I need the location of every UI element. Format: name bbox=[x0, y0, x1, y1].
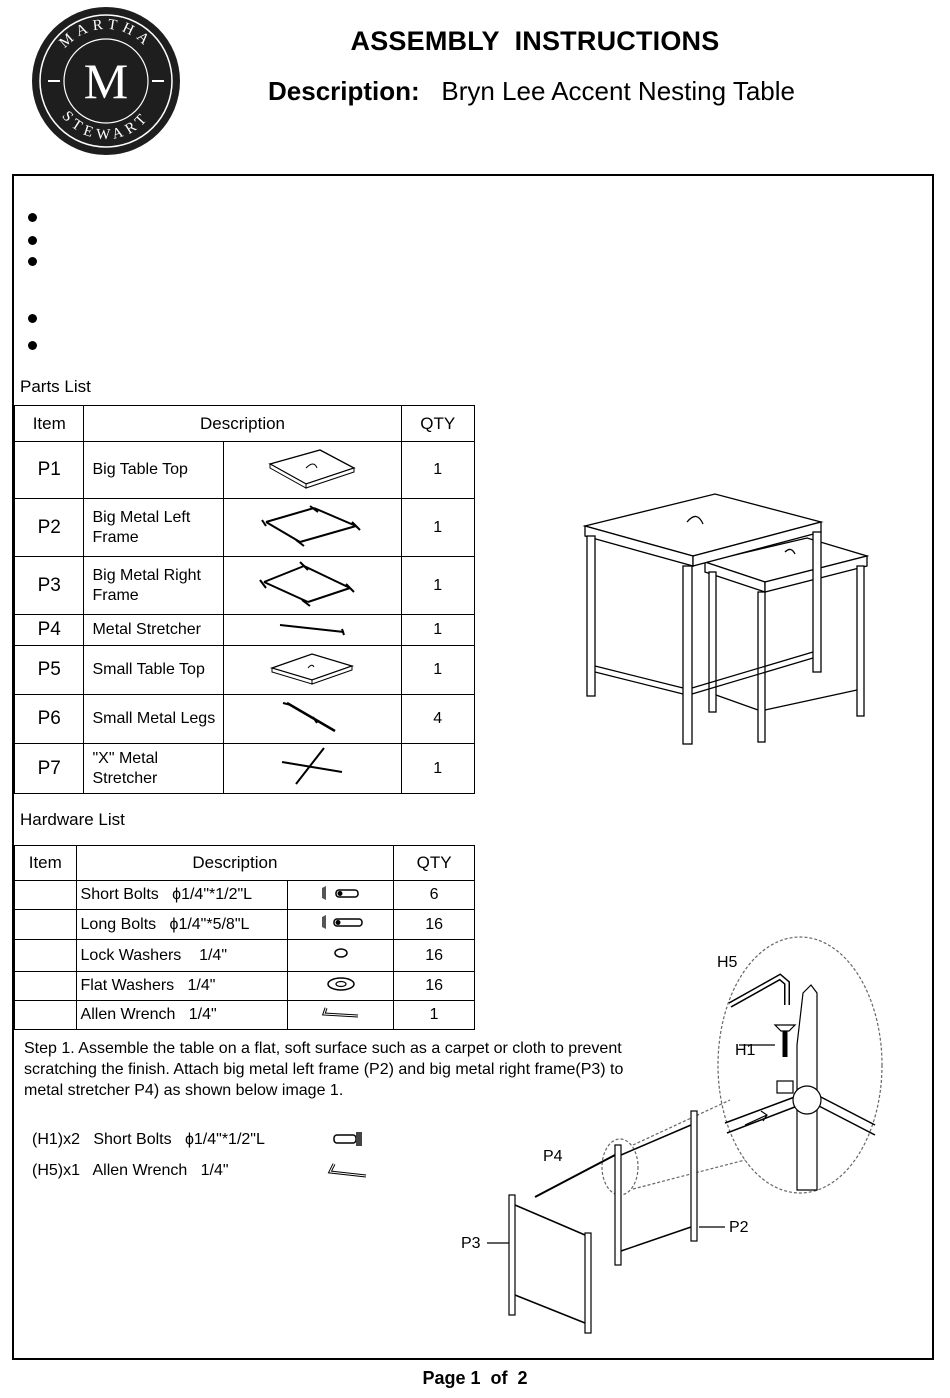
assembled-tables-illustration bbox=[575, 480, 875, 765]
part-item: P4 bbox=[15, 615, 84, 646]
label-h1: H1 bbox=[735, 1042, 756, 1059]
part-qty: 1 bbox=[401, 442, 474, 499]
hardware-qty: 16 bbox=[394, 940, 475, 972]
bullet-dot bbox=[28, 341, 37, 350]
page-title: ASSEMBLY INSTRUCTIONS bbox=[350, 26, 720, 56]
allen-wrench-icon bbox=[288, 1001, 394, 1030]
part-description: Metal Stretcher bbox=[84, 615, 224, 646]
right-frame-icon bbox=[224, 557, 401, 615]
hardware-qty: 6 bbox=[394, 881, 475, 910]
table-row bbox=[15, 744, 475, 794]
step-hardware-h5: (H5)x1 Allen Wrench 1/4" bbox=[32, 1162, 229, 1179]
x-stretcher-icon bbox=[224, 744, 401, 794]
table-row bbox=[15, 972, 475, 1001]
description-value: Bryn Lee Accent Nesting Table bbox=[441, 76, 795, 106]
hardware-description: Long Bolts ϕ1/4"*5/8"L bbox=[76, 910, 288, 940]
table-row bbox=[15, 695, 475, 744]
allen-wrench-icon bbox=[326, 1160, 370, 1185]
logo-initial: M bbox=[83, 53, 129, 109]
martha-stewart-logo bbox=[30, 5, 182, 157]
hardware-item bbox=[15, 1001, 77, 1030]
bullet-dot bbox=[28, 236, 37, 245]
label-p3: P3 bbox=[461, 1235, 481, 1252]
hardware-qty: 16 bbox=[394, 972, 475, 1001]
hardware-description: Flat Washers 1/4" bbox=[76, 972, 288, 1001]
part-item: P2 bbox=[15, 499, 84, 557]
lock-washer-icon bbox=[288, 940, 394, 972]
part-description: Small Metal Legs bbox=[84, 695, 224, 744]
page-number: Page 1 of 2 bbox=[422, 1368, 528, 1388]
part-item: P6 bbox=[15, 695, 84, 744]
step-1-diagram bbox=[455, 935, 905, 1350]
column-header-item: Item bbox=[15, 846, 77, 881]
logo-text-top: MARTHA bbox=[56, 16, 156, 52]
part-item: P5 bbox=[15, 646, 84, 695]
column-header-item: Item bbox=[15, 406, 84, 442]
part-qty: 1 bbox=[401, 744, 474, 794]
product-description bbox=[268, 76, 795, 107]
part-qty: 1 bbox=[401, 557, 474, 615]
hardware-table bbox=[14, 845, 475, 1030]
small-top-icon bbox=[224, 646, 401, 695]
table-row bbox=[15, 940, 475, 972]
hardware-item bbox=[15, 972, 77, 1001]
table-row bbox=[15, 910, 475, 940]
part-description: Small Table Top bbox=[84, 646, 224, 695]
part-qty: 1 bbox=[401, 615, 474, 646]
table-row bbox=[15, 646, 475, 695]
bullet-dot bbox=[28, 314, 37, 323]
hardware-qty: 1 bbox=[394, 1001, 475, 1030]
bullet-dot bbox=[28, 213, 37, 222]
part-qty: 1 bbox=[401, 646, 474, 695]
column-header-qty: QTY bbox=[401, 406, 474, 442]
part-item: P1 bbox=[15, 442, 84, 499]
hardware-item bbox=[15, 940, 77, 972]
hardware-description: Allen Wrench 1/4" bbox=[76, 1001, 288, 1030]
part-description: Big Metal Left Frame bbox=[84, 499, 224, 557]
hardware-description: Lock Washers 1/4" bbox=[76, 940, 288, 972]
hardware-item bbox=[15, 910, 77, 940]
column-header-description: Description bbox=[84, 406, 401, 442]
part-qty: 4 bbox=[401, 695, 474, 744]
table-row bbox=[15, 881, 475, 910]
hardware-description: Short Bolts ϕ1/4"*1/2"L bbox=[76, 881, 288, 910]
part-description: "X" Metal Stretcher bbox=[84, 744, 224, 794]
label-h5: H5 bbox=[717, 954, 738, 971]
part-item: P3 bbox=[15, 557, 84, 615]
hardware-qty: 16 bbox=[394, 910, 475, 940]
column-header-qty: QTY bbox=[394, 846, 475, 881]
stretcher-icon bbox=[224, 615, 401, 646]
label-p4: P4 bbox=[543, 1148, 563, 1165]
part-qty: 1 bbox=[401, 499, 474, 557]
parts-list-heading: Parts List bbox=[20, 377, 91, 396]
flat-washer-icon bbox=[288, 972, 394, 1001]
short-bolt-icon bbox=[288, 881, 394, 910]
part-description: Big Table Top bbox=[84, 442, 224, 499]
part-item: P7 bbox=[15, 744, 84, 794]
label-p2: P2 bbox=[729, 1219, 749, 1236]
short-bolt-icon bbox=[330, 1130, 366, 1153]
part-description: Big Metal Right Frame bbox=[84, 557, 224, 615]
step-hardware-h1: (H1)x2 Short Bolts ϕ1/4"*1/2"L bbox=[32, 1131, 265, 1148]
step-1-text: Step 1. Assemble the table on a flat, soft surface such as a carpet or cloth to prevent scratching the finish. Attach big metal left frame (P2) and big metal right frame(P3) to metal stretcher P4) as shown below image 1. bbox=[24, 1040, 624, 1099]
table-row bbox=[15, 1001, 475, 1030]
table-row bbox=[15, 557, 475, 615]
hardware-list-heading: Hardware List bbox=[20, 810, 125, 829]
table-row bbox=[15, 615, 475, 646]
long-bolt-icon bbox=[288, 910, 394, 940]
table-top-icon bbox=[224, 442, 401, 499]
hardware-item bbox=[15, 881, 77, 910]
bullet-dot bbox=[28, 257, 37, 266]
table-row bbox=[15, 442, 475, 499]
column-header-description: Description bbox=[76, 846, 394, 881]
left-frame-icon bbox=[224, 499, 401, 557]
table-row bbox=[15, 499, 475, 557]
parts-table bbox=[14, 405, 475, 794]
description-label: Description: bbox=[268, 76, 420, 106]
logo-text-bottom: STEWART bbox=[58, 108, 154, 144]
leg-icon bbox=[224, 695, 401, 744]
